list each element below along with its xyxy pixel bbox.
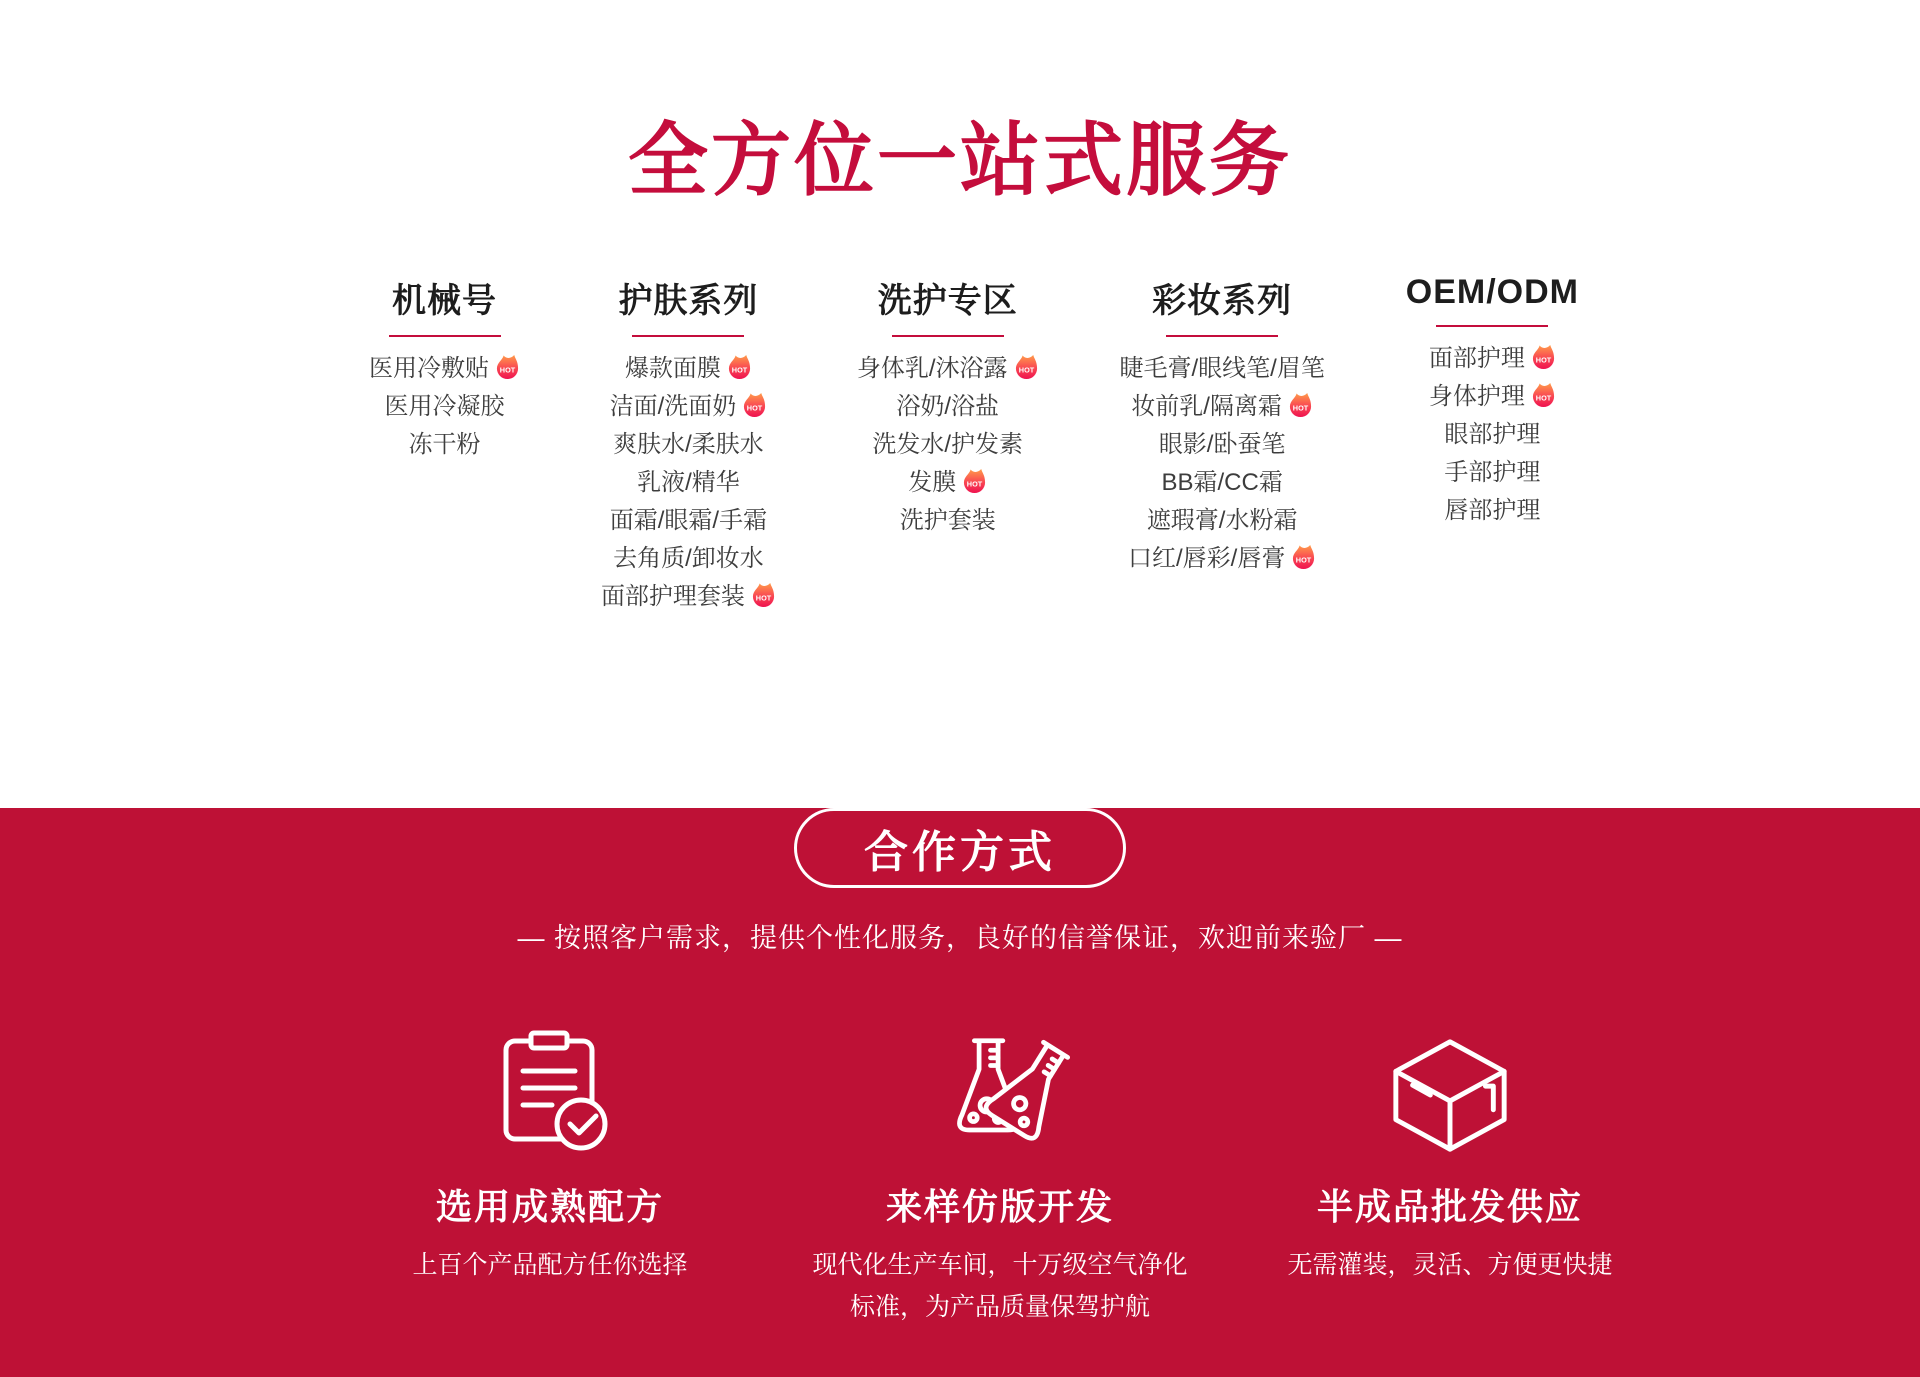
cooperation-badge-label: 合作方式 bbox=[864, 828, 1056, 877]
category-item[interactable] bbox=[369, 426, 520, 464]
category-item-label: 医用冷敷贴 bbox=[369, 355, 489, 382]
hot-flame-icon bbox=[742, 392, 767, 419]
category-items bbox=[1406, 340, 1579, 530]
feature-card bbox=[1240, 1025, 1660, 1328]
feature-description-line: 现代化生产车间，十万级空气净化 bbox=[812, 1251, 1188, 1279]
svg-text:HOT: HOT bbox=[1018, 365, 1034, 375]
svg-text:HOT: HOT bbox=[1296, 555, 1312, 565]
category-item[interactable] bbox=[601, 578, 776, 616]
category-title: 机械号 bbox=[392, 282, 497, 320]
category-items bbox=[601, 350, 776, 616]
flasks-icon bbox=[760, 1025, 1240, 1155]
category-item-label: 口红/唇彩/唇膏 bbox=[1127, 545, 1286, 572]
category-title: 洗护专区 bbox=[877, 282, 1018, 320]
hot-flame-icon bbox=[751, 582, 776, 609]
category-item-label: 睫毛膏/眼线笔/眉笔 bbox=[1119, 355, 1325, 382]
category-underline bbox=[1166, 335, 1278, 337]
category-item-label: 发膜 bbox=[908, 469, 957, 496]
category-item[interactable] bbox=[1406, 416, 1579, 454]
category-item[interactable] bbox=[601, 540, 776, 578]
category-item-label: 手部护理 bbox=[1444, 459, 1541, 486]
category-item-label: 眼影/卧蚕笔 bbox=[1158, 431, 1286, 458]
category-item-label: 眼部护理 bbox=[1444, 421, 1541, 448]
category-underline bbox=[892, 335, 1004, 337]
category-item-label: 冻干粉 bbox=[408, 431, 481, 458]
svg-text:HOT: HOT bbox=[499, 365, 516, 375]
hot-flame-icon bbox=[1291, 544, 1316, 571]
category-item-label: 乳液/精华 bbox=[637, 469, 740, 496]
category-item[interactable] bbox=[1406, 378, 1579, 416]
category-item-label: 面霜/眼霜/手霜 bbox=[609, 507, 768, 534]
category-item[interactable] bbox=[1119, 350, 1324, 388]
category-underline bbox=[632, 335, 744, 337]
svg-text:HOT: HOT bbox=[967, 479, 983, 489]
feature-description-line: 上百个产品配方任你选择 bbox=[412, 1251, 688, 1279]
category-item[interactable] bbox=[1406, 340, 1579, 378]
hot-flame-icon bbox=[1531, 344, 1556, 371]
feature-title: 来样仿版开发 bbox=[885, 1186, 1114, 1227]
category-item-label: 遮瑕膏/水粉霜 bbox=[1146, 507, 1298, 534]
category-item[interactable] bbox=[857, 464, 1039, 502]
cooperation-badge bbox=[794, 808, 1126, 888]
cooperation-subtitle: — 按照客户需求，提供个性化服务，良好的信誉保证，欢迎前来验厂 — bbox=[517, 923, 1403, 953]
category-item[interactable] bbox=[369, 388, 520, 426]
category-item[interactable] bbox=[601, 464, 776, 502]
category-underline bbox=[389, 335, 501, 337]
category-item-label: 面部护理套装 bbox=[600, 583, 745, 610]
category-item[interactable] bbox=[857, 388, 1039, 426]
category-item-label: 身体护理 bbox=[1428, 383, 1525, 410]
category-item-label: BB霜/CC霜 bbox=[1161, 469, 1283, 496]
hot-flame-icon bbox=[1288, 392, 1313, 419]
category-title: 彩妆系列 bbox=[1152, 282, 1293, 320]
category-title: 护肤系列 bbox=[618, 282, 759, 320]
category-items bbox=[369, 350, 520, 464]
category-item[interactable] bbox=[601, 388, 776, 426]
category-item[interactable] bbox=[601, 426, 776, 464]
hot-flame-icon bbox=[495, 354, 520, 381]
category-columns bbox=[369, 273, 1579, 616]
category-item[interactable] bbox=[601, 502, 776, 540]
features-row bbox=[40, 1025, 1920, 1328]
category-item-label: 洁面/洗面奶 bbox=[609, 393, 737, 420]
category-item-label: 洗护套装 bbox=[899, 507, 996, 534]
category-item[interactable] bbox=[857, 426, 1039, 464]
svg-text:HOT: HOT bbox=[1535, 393, 1552, 403]
category-item-label: 身体乳/沐浴露 bbox=[856, 355, 1008, 382]
category-item[interactable] bbox=[601, 350, 776, 388]
feature-title: 半成品批发供应 bbox=[1316, 1186, 1583, 1227]
category-column-3 bbox=[857, 273, 1039, 540]
category-item[interactable] bbox=[1119, 388, 1324, 426]
category-item-label: 医用冷凝胶 bbox=[384, 393, 505, 420]
hot-flame-icon bbox=[1531, 382, 1556, 409]
category-item-label: 洗发水/护发素 bbox=[872, 431, 1024, 458]
category-item[interactable] bbox=[857, 502, 1039, 540]
hot-flame-icon bbox=[962, 468, 987, 495]
category-items bbox=[857, 350, 1039, 540]
category-item[interactable] bbox=[1406, 492, 1579, 530]
feature-card bbox=[340, 1025, 760, 1328]
category-item[interactable] bbox=[1119, 540, 1324, 578]
hot-flame-icon bbox=[1014, 354, 1039, 381]
category-item-label: 浴奶/浴盐 bbox=[896, 393, 1000, 420]
feature-title: 选用成熟配方 bbox=[435, 1186, 664, 1227]
svg-text:HOT: HOT bbox=[731, 365, 748, 375]
category-column-4 bbox=[1119, 273, 1324, 578]
svg-text:HOT: HOT bbox=[755, 593, 772, 603]
category-item[interactable] bbox=[369, 350, 520, 388]
category-item-label: 妆前乳/隔离霜 bbox=[1131, 393, 1282, 420]
feature-card bbox=[760, 1025, 1240, 1328]
feature-description-line: 无需灌装，灵活、方便更快捷 bbox=[1287, 1251, 1613, 1279]
category-items bbox=[1119, 350, 1324, 578]
category-column-5 bbox=[1406, 273, 1579, 530]
box-icon bbox=[1240, 1025, 1660, 1155]
svg-text:HOT: HOT bbox=[747, 403, 763, 413]
category-underline bbox=[1436, 325, 1548, 327]
category-column-2 bbox=[601, 273, 776, 616]
feature-description-line: 标准，为产品质量保驾护航 bbox=[849, 1293, 1150, 1321]
svg-text:HOT: HOT bbox=[1292, 403, 1309, 413]
svg-text:HOT: HOT bbox=[1535, 355, 1552, 365]
category-item-label: 唇部护理 bbox=[1444, 497, 1541, 524]
category-title: OEM/ODM bbox=[1405, 273, 1579, 311]
category-item-label: 去角质/卸妆水 bbox=[613, 545, 764, 572]
category-item[interactable] bbox=[857, 350, 1039, 388]
page-title: 全方位一站式服务 bbox=[628, 116, 1292, 205]
category-item-label: 爽肤水/柔肤水 bbox=[613, 431, 764, 458]
category-item[interactable] bbox=[1406, 454, 1579, 492]
category-item[interactable] bbox=[1119, 464, 1324, 502]
category-item-label: 面部护理 bbox=[1428, 345, 1525, 372]
category-item[interactable] bbox=[1119, 426, 1324, 464]
clipboard-check-icon bbox=[340, 1025, 760, 1155]
category-item[interactable] bbox=[1119, 502, 1324, 540]
hot-flame-icon bbox=[727, 354, 752, 381]
category-item-label: 爆款面膜 bbox=[624, 355, 721, 382]
cooperation-section bbox=[0, 808, 1920, 1377]
category-column-1 bbox=[369, 273, 520, 464]
